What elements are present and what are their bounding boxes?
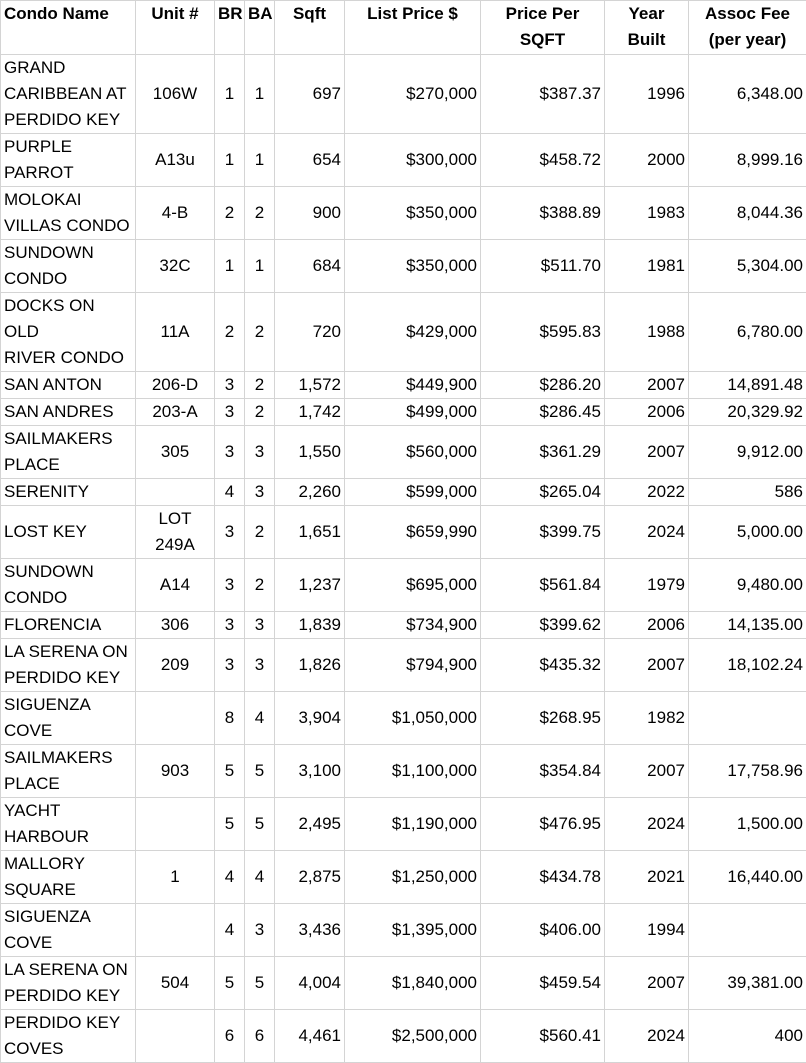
header-year-built-line-1: Year <box>629 4 665 23</box>
cell-sqft: 4,461 <box>275 1010 345 1063</box>
cell-condo-name <box>1 399 136 426</box>
cell-list-price: $449,900 <box>345 372 481 399</box>
cell-price-per-sqft: $286.20 <box>481 372 605 399</box>
cell-br: 3 <box>215 506 245 559</box>
cell-condo-name <box>1 372 136 399</box>
condo-name-line: SQUARE <box>4 880 76 899</box>
cell-list-price: $734,900 <box>345 612 481 639</box>
cell-condo-name <box>1 1010 136 1063</box>
cell-br: 3 <box>215 426 245 479</box>
cell-assoc-fee: 5,304.00 <box>689 240 806 293</box>
unit-line: 306 <box>161 615 189 634</box>
cell-sqft: 684 <box>275 240 345 293</box>
unit-line: 106W <box>153 84 197 103</box>
condo-name-line: SAILMAKERS <box>4 429 113 448</box>
table-row <box>1 399 806 426</box>
cell-ba: 5 <box>245 957 275 1010</box>
cell-year-built: 2006 <box>605 399 689 426</box>
condo-name-line: LA SERENA ON <box>4 960 128 979</box>
unit-line: A13u <box>155 150 195 169</box>
cell-price-per-sqft: $265.04 <box>481 479 605 506</box>
unit-line: LOT <box>158 509 191 528</box>
cell-ba: 1 <box>245 55 275 134</box>
cell-ba: 4 <box>245 851 275 904</box>
table-row <box>1 612 806 639</box>
cell-unit <box>136 134 215 187</box>
cell-ba: 5 <box>245 798 275 851</box>
cell-unit <box>136 187 215 240</box>
cell-year-built: 2007 <box>605 426 689 479</box>
condo-name-line: LOST KEY <box>4 522 87 541</box>
cell-ba: 1 <box>245 134 275 187</box>
cell-br: 5 <box>215 798 245 851</box>
cell-assoc-fee: 8,044.36 <box>689 187 806 240</box>
cell-year-built: 1994 <box>605 904 689 957</box>
cell-condo-name <box>1 904 136 957</box>
cell-sqft: 1,572 <box>275 372 345 399</box>
cell-assoc-fee <box>689 692 806 745</box>
condo-name-line: VILLAS CONDO <box>4 216 130 235</box>
table-row <box>1 506 806 559</box>
cell-br: 2 <box>215 293 245 372</box>
cell-ba: 2 <box>245 399 275 426</box>
unit-line: 209 <box>161 655 189 674</box>
cell-price-per-sqft: $354.84 <box>481 745 605 798</box>
cell-unit <box>136 372 215 399</box>
cell-ba: 3 <box>245 639 275 692</box>
cell-unit <box>136 55 215 134</box>
condo-name-line: FLORENCIA <box>4 615 101 634</box>
condo-name-line: SUNDOWN <box>4 243 94 262</box>
cell-price-per-sqft: $399.75 <box>481 506 605 559</box>
cell-sqft: 1,839 <box>275 612 345 639</box>
cell-assoc-fee: 39,381.00 <box>689 957 806 1010</box>
cell-condo-name <box>1 745 136 798</box>
table-row <box>1 1010 806 1063</box>
cell-sqft: 3,436 <box>275 904 345 957</box>
cell-price-per-sqft: $458.72 <box>481 134 605 187</box>
condo-name-line: PERDIDO KEY <box>4 110 120 129</box>
condo-name-line: CONDO <box>4 269 67 288</box>
cell-assoc-fee: 17,758.96 <box>689 745 806 798</box>
cell-year-built: 1982 <box>605 692 689 745</box>
unit-line: 903 <box>161 761 189 780</box>
cell-price-per-sqft: $595.83 <box>481 293 605 372</box>
cell-sqft: 3,100 <box>275 745 345 798</box>
condo-name-line: PURPLE <box>4 137 72 156</box>
cell-year-built: 2007 <box>605 957 689 1010</box>
cell-ba: 1 <box>245 240 275 293</box>
cell-unit <box>136 293 215 372</box>
cell-br: 3 <box>215 399 245 426</box>
cell-assoc-fee: 400 <box>689 1010 806 1063</box>
cell-br: 6 <box>215 1010 245 1063</box>
cell-ba: 6 <box>245 1010 275 1063</box>
condo-name-line: SUNDOWN <box>4 562 94 581</box>
cell-price-per-sqft: $434.78 <box>481 851 605 904</box>
cell-ba: 2 <box>245 372 275 399</box>
cell-br: 1 <box>215 240 245 293</box>
cell-list-price: $1,050,000 <box>345 692 481 745</box>
condo-name-line: SIGUENZA <box>4 907 91 926</box>
condo-name-line: MOLOKAI <box>4 190 81 209</box>
condo-name-line: SIGUENZA <box>4 695 91 714</box>
cell-sqft: 4,004 <box>275 957 345 1010</box>
condo-name-line: PERDIDO KEY <box>4 1013 120 1032</box>
cell-year-built: 2024 <box>605 1010 689 1063</box>
cell-price-per-sqft: $388.89 <box>481 187 605 240</box>
cell-unit <box>136 745 215 798</box>
cell-unit <box>136 904 215 957</box>
header-list-price: List Price $ <box>345 1 481 55</box>
cell-list-price: $1,190,000 <box>345 798 481 851</box>
cell-br: 4 <box>215 904 245 957</box>
cell-list-price: $499,000 <box>345 399 481 426</box>
cell-condo-name <box>1 479 136 506</box>
cell-year-built: 2024 <box>605 798 689 851</box>
cell-list-price: $560,000 <box>345 426 481 479</box>
table-body <box>1 55 806 1063</box>
unit-line: 206-D <box>152 375 198 394</box>
cell-assoc-fee: 9,480.00 <box>689 559 806 612</box>
cell-condo-name <box>1 426 136 479</box>
cell-br: 1 <box>215 134 245 187</box>
cell-condo-name <box>1 798 136 851</box>
cell-assoc-fee: 20,329.92 <box>689 399 806 426</box>
condo-name-line: CONDO <box>4 588 67 607</box>
cell-ba: 5 <box>245 745 275 798</box>
cell-ba: 2 <box>245 187 275 240</box>
cell-assoc-fee: 1,500.00 <box>689 798 806 851</box>
cell-sqft: 654 <box>275 134 345 187</box>
cell-condo-name <box>1 187 136 240</box>
unit-line: 1 <box>170 867 179 886</box>
cell-br: 3 <box>215 639 245 692</box>
cell-br: 1 <box>215 55 245 134</box>
cell-year-built: 2021 <box>605 851 689 904</box>
header-assoc-fee <box>689 1 806 55</box>
table-row <box>1 957 806 1010</box>
cell-price-per-sqft: $435.32 <box>481 639 605 692</box>
cell-br: 2 <box>215 187 245 240</box>
condo-name-line: MALLORY <box>4 854 85 873</box>
condo-name-line: PERDIDO KEY <box>4 668 120 687</box>
cell-unit <box>136 479 215 506</box>
table-row <box>1 559 806 612</box>
cell-unit <box>136 426 215 479</box>
cell-unit <box>136 1010 215 1063</box>
table-row <box>1 639 806 692</box>
cell-br: 4 <box>215 851 245 904</box>
table-row <box>1 426 806 479</box>
cell-condo-name <box>1 851 136 904</box>
cell-condo-name <box>1 55 136 134</box>
header-ba: BA <box>245 1 275 55</box>
header-price-per-sqft-line-2: SQFT <box>520 30 565 49</box>
table-row <box>1 134 806 187</box>
cell-list-price: $794,900 <box>345 639 481 692</box>
cell-assoc-fee: 5,000.00 <box>689 506 806 559</box>
cell-ba: 3 <box>245 612 275 639</box>
table-row <box>1 692 806 745</box>
cell-sqft: 2,260 <box>275 479 345 506</box>
cell-list-price: $599,000 <box>345 479 481 506</box>
cell-ba: 2 <box>245 506 275 559</box>
unit-line: 305 <box>161 442 189 461</box>
condo-name-line: YACHT <box>4 801 60 820</box>
condo-name-line: LA SERENA ON <box>4 642 128 661</box>
cell-year-built: 2007 <box>605 639 689 692</box>
cell-unit <box>136 851 215 904</box>
cell-year-built: 2007 <box>605 745 689 798</box>
cell-sqft: 1,742 <box>275 399 345 426</box>
cell-unit <box>136 240 215 293</box>
cell-list-price: $659,990 <box>345 506 481 559</box>
condo-name-line: SAN ANDRES <box>4 402 114 421</box>
cell-price-per-sqft: $268.95 <box>481 692 605 745</box>
header-assoc-fee-line-1: Assoc Fee <box>705 4 790 23</box>
cell-br: 4 <box>215 479 245 506</box>
cell-unit <box>136 612 215 639</box>
table-row <box>1 240 806 293</box>
header-year-built <box>605 1 689 55</box>
cell-list-price: $2,500,000 <box>345 1010 481 1063</box>
condo-name-line: CARIBBEAN AT <box>4 84 127 103</box>
header-row <box>1 1 806 55</box>
cell-unit <box>136 639 215 692</box>
cell-sqft: 2,875 <box>275 851 345 904</box>
cell-sqft: 1,550 <box>275 426 345 479</box>
condo-name-line: SAN ANTON <box>4 375 102 394</box>
cell-assoc-fee: 14,135.00 <box>689 612 806 639</box>
condo-name-line: SERENITY <box>4 482 89 501</box>
cell-sqft: 1,237 <box>275 559 345 612</box>
cell-br: 8 <box>215 692 245 745</box>
cell-condo-name <box>1 506 136 559</box>
cell-list-price: $350,000 <box>345 240 481 293</box>
cell-year-built: 2000 <box>605 134 689 187</box>
cell-price-per-sqft: $561.84 <box>481 559 605 612</box>
cell-condo-name <box>1 957 136 1010</box>
cell-unit <box>136 798 215 851</box>
cell-sqft: 720 <box>275 293 345 372</box>
cell-list-price: $1,395,000 <box>345 904 481 957</box>
cell-assoc-fee: 16,440.00 <box>689 851 806 904</box>
cell-assoc-fee: 8,999.16 <box>689 134 806 187</box>
cell-year-built: 2007 <box>605 372 689 399</box>
condo-name-line: GRAND <box>4 58 65 77</box>
cell-year-built: 1988 <box>605 293 689 372</box>
condo-name-line: PLACE <box>4 774 60 793</box>
cell-ba: 3 <box>245 426 275 479</box>
cell-list-price: $429,000 <box>345 293 481 372</box>
cell-list-price: $695,000 <box>345 559 481 612</box>
cell-price-per-sqft: $406.00 <box>481 904 605 957</box>
table-row <box>1 293 806 372</box>
unit-line: 11A <box>161 322 190 341</box>
cell-unit <box>136 692 215 745</box>
cell-price-per-sqft: $399.62 <box>481 612 605 639</box>
table-row <box>1 798 806 851</box>
cell-br: 3 <box>215 372 245 399</box>
table-row <box>1 372 806 399</box>
unit-line: 4-B <box>162 203 188 222</box>
cell-price-per-sqft: $361.29 <box>481 426 605 479</box>
cell-year-built: 2022 <box>605 479 689 506</box>
cell-sqft: 1,651 <box>275 506 345 559</box>
cell-price-per-sqft: $387.37 <box>481 55 605 134</box>
cell-sqft: 900 <box>275 187 345 240</box>
cell-unit <box>136 399 215 426</box>
table-row <box>1 851 806 904</box>
cell-assoc-fee: 6,780.00 <box>689 293 806 372</box>
cell-list-price: $270,000 <box>345 55 481 134</box>
cell-year-built: 1996 <box>605 55 689 134</box>
condo-name-line: PLACE <box>4 455 60 474</box>
cell-br: 5 <box>215 745 245 798</box>
cell-list-price: $1,840,000 <box>345 957 481 1010</box>
unit-line: 249A <box>155 535 195 554</box>
cell-year-built: 2006 <box>605 612 689 639</box>
header-assoc-fee-line-2: (per year) <box>709 30 786 49</box>
cell-sqft: 3,904 <box>275 692 345 745</box>
cell-year-built: 1979 <box>605 559 689 612</box>
cell-ba: 3 <box>245 904 275 957</box>
table-row <box>1 187 806 240</box>
cell-br: 3 <box>215 612 245 639</box>
cell-condo-name <box>1 692 136 745</box>
condo-name-line: RIVER CONDO <box>4 348 124 367</box>
cell-assoc-fee <box>689 904 806 957</box>
cell-list-price: $1,100,000 <box>345 745 481 798</box>
table-row <box>1 745 806 798</box>
header-price-per-sqft <box>481 1 605 55</box>
cell-year-built: 1983 <box>605 187 689 240</box>
cell-year-built: 1981 <box>605 240 689 293</box>
cell-ba: 3 <box>245 479 275 506</box>
unit-line: 504 <box>161 973 189 992</box>
cell-price-per-sqft: $476.95 <box>481 798 605 851</box>
condo-name-line: PARROT <box>4 163 74 182</box>
unit-line: 32C <box>159 256 190 275</box>
header-br: BR <box>215 1 245 55</box>
cell-condo-name <box>1 240 136 293</box>
cell-price-per-sqft: $286.45 <box>481 399 605 426</box>
cell-condo-name <box>1 612 136 639</box>
cell-condo-name <box>1 293 136 372</box>
cell-price-per-sqft: $560.41 <box>481 1010 605 1063</box>
cell-sqft: 1,826 <box>275 639 345 692</box>
cell-condo-name <box>1 559 136 612</box>
cell-ba: 4 <box>245 692 275 745</box>
cell-unit <box>136 957 215 1010</box>
cell-assoc-fee: 586 <box>689 479 806 506</box>
cell-list-price: $1,250,000 <box>345 851 481 904</box>
cell-condo-name <box>1 134 136 187</box>
cell-condo-name <box>1 639 136 692</box>
header-year-built-line-2: Built <box>628 30 666 49</box>
condo-name-line: DOCKS ON OLD <box>4 296 95 341</box>
header-unit: Unit # <box>136 1 215 55</box>
table-row <box>1 55 806 134</box>
cell-sqft: 2,495 <box>275 798 345 851</box>
cell-price-per-sqft: $459.54 <box>481 957 605 1010</box>
condo-name-line: SAILMAKERS <box>4 748 113 767</box>
header-sqft: Sqft <box>275 1 345 55</box>
unit-line: 203-A <box>152 402 197 421</box>
cell-ba: 2 <box>245 293 275 372</box>
condo-name-line: HARBOUR <box>4 827 89 846</box>
condo-name-line: COVES <box>4 1039 64 1058</box>
cell-br: 5 <box>215 957 245 1010</box>
cell-unit <box>136 559 215 612</box>
cell-ba: 2 <box>245 559 275 612</box>
cell-price-per-sqft: $511.70 <box>481 240 605 293</box>
cell-year-built: 2024 <box>605 506 689 559</box>
header-condo-name: Condo Name <box>1 1 136 55</box>
unit-line: A14 <box>160 575 190 594</box>
table-row <box>1 904 806 957</box>
condo-name-line: COVE <box>4 721 52 740</box>
cell-unit <box>136 506 215 559</box>
cell-sqft: 697 <box>275 55 345 134</box>
cell-assoc-fee: 9,912.00 <box>689 426 806 479</box>
cell-list-price: $350,000 <box>345 187 481 240</box>
header-price-per-sqft-line-1: Price Per <box>506 4 580 23</box>
cell-assoc-fee: 18,102.24 <box>689 639 806 692</box>
cell-br: 3 <box>215 559 245 612</box>
cell-assoc-fee: 6,348.00 <box>689 55 806 134</box>
table-row <box>1 479 806 506</box>
cell-assoc-fee: 14,891.48 <box>689 372 806 399</box>
condo-name-line: PERDIDO KEY <box>4 986 120 1005</box>
condo-name-line: COVE <box>4 933 52 952</box>
cell-list-price: $300,000 <box>345 134 481 187</box>
